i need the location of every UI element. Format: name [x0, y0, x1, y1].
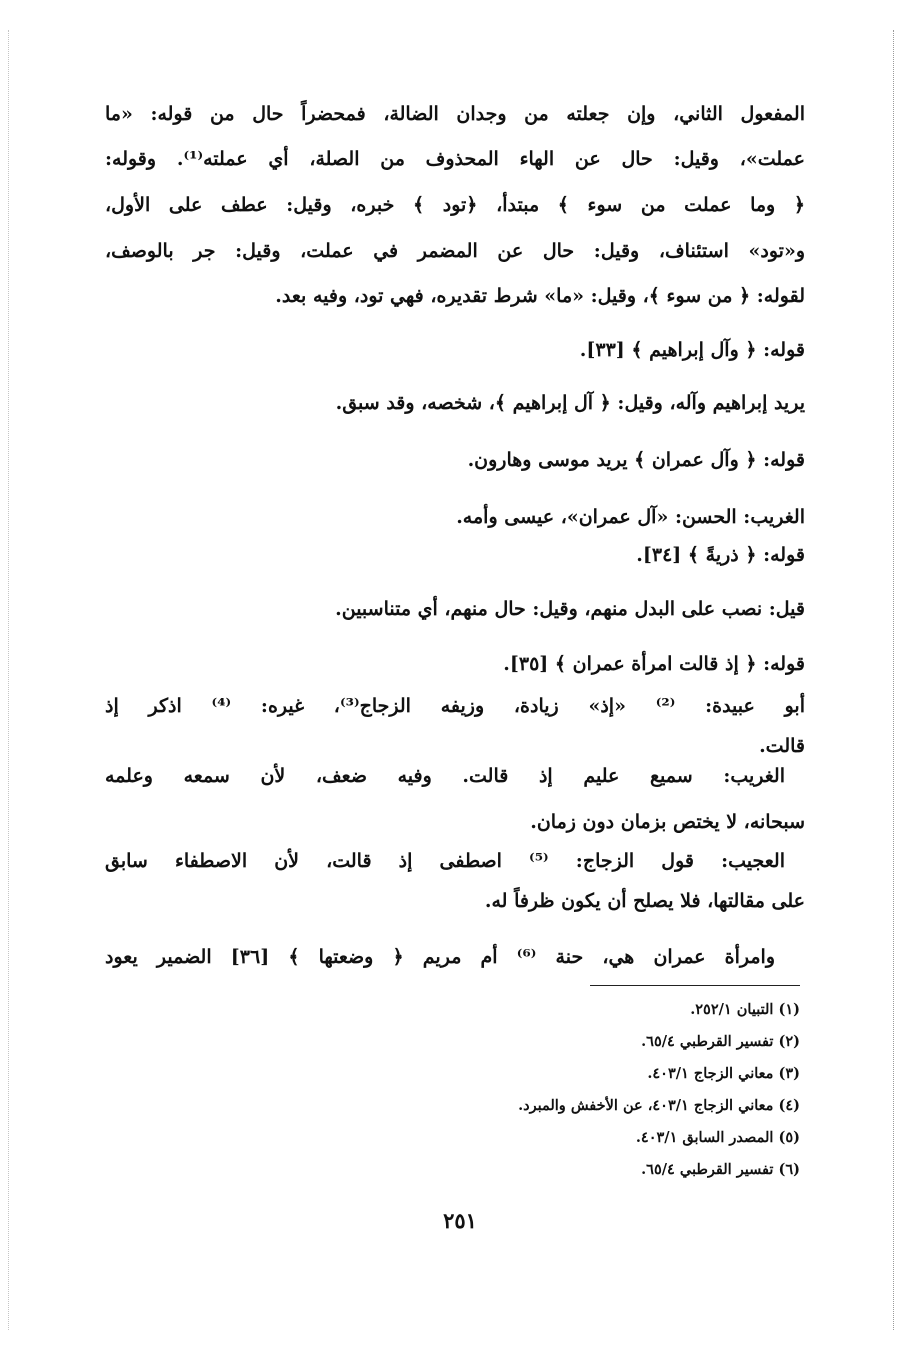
text-line: قوله: ﴿ وآل عمران ﴾ يريد موسى وهارون.: [467, 449, 805, 471]
text-line: قيل: نصب على البدل منهم، وقيل: حال منهم، أي متناسبين.: [335, 598, 805, 620]
footnote-separator: [590, 985, 800, 986]
page-number: ٢٥١: [443, 1208, 477, 1233]
text-line: وامرأة عمران هي، حنة ⁽⁶⁾ أم مريم ﴿ وضعتها ﴾ [٣٦] الضمير يعود: [105, 946, 776, 968]
text-line: و«تود» استئناف، وقيل: حال عن المضمر في عملت، وقيل: جر بالوصف،: [105, 240, 805, 262]
footnote: (٣) معاني الزجاج ٤٠٣/١.: [647, 1065, 800, 1082]
footnote: (٥) المصدر السابق ٤٠٣/١.: [635, 1129, 800, 1146]
text-line: المفعول الثاني، وإن جعلته من وجدان الضالة، فمحضراً حال من قوله: «ما: [105, 103, 805, 125]
page-edge-right: [893, 30, 894, 1330]
footnote: (٦) تفسير القرطبي ٦٥/٤.: [641, 1161, 800, 1178]
footnote: (١) التبيان ٢٥٢/١.: [690, 1001, 800, 1018]
footnote: (٤) معاني الزجاج ٤٠٣/١، عن الأخفش والمبرد.: [518, 1097, 800, 1114]
text-line: سبحانه، لا يختص بزمان دون زمان.: [530, 811, 805, 833]
text-line: قوله: ﴿ ذريةً ﴾ [٣٤].: [636, 544, 805, 566]
text-line: قوله: ﴿ إذ قالت امرأة عمران ﴾ [٣٥].: [503, 653, 805, 675]
text-line: العجيب: قول الزجاج: ⁽⁵⁾ اصطفى إذ قالت، لأن الاصطفاء سابق: [105, 850, 785, 872]
text-line: ﴿ وما عملت من سوء ﴾ مبتدأ، ﴿تود ﴾ خبره، وقيل: عطف على الأول،: [105, 194, 805, 216]
text-line: الغريب: الحسن: «آل عمران»، عيسى وأمه.: [456, 506, 805, 528]
footnote: (٢) تفسير القرطبي ٦٥/٤.: [641, 1033, 800, 1050]
text-line: قالت.: [759, 735, 805, 757]
text-line: على مقالتها، فلا يصلح أن يكون ظرفاً له.: [484, 890, 805, 912]
page-edge-left: [8, 30, 9, 1330]
text-line: عملت»، وقيل: حال عن الهاء المحذوف من الصلة، أي عملته⁽¹⁾. وقوله:: [105, 148, 806, 170]
text-line: يريد إبراهيم وآله، وقيل: ﴿ آل إبراهيم ﴾، شخصه، وقد سبق.: [335, 392, 805, 414]
text-line: أبو عبيدة: ⁽²⁾ «إذ» زيادة، وزيفه الزجاج⁽³⁾، غيره: ⁽⁴⁾ اذكر إذ: [105, 695, 805, 717]
text-line: قوله: ﴿ وآل إبراهيم ﴾ [٣٣].: [579, 339, 805, 361]
text-line: لقوله: ﴿ من سوء ﴾، وقيل: «ما» شرط تقديره، فهي تود، وفيه بعد.: [275, 285, 805, 307]
text-line: الغريب: سميع عليم إذ قالت. وفيه ضعف، لأن سمعه وعلمه: [105, 765, 785, 787]
